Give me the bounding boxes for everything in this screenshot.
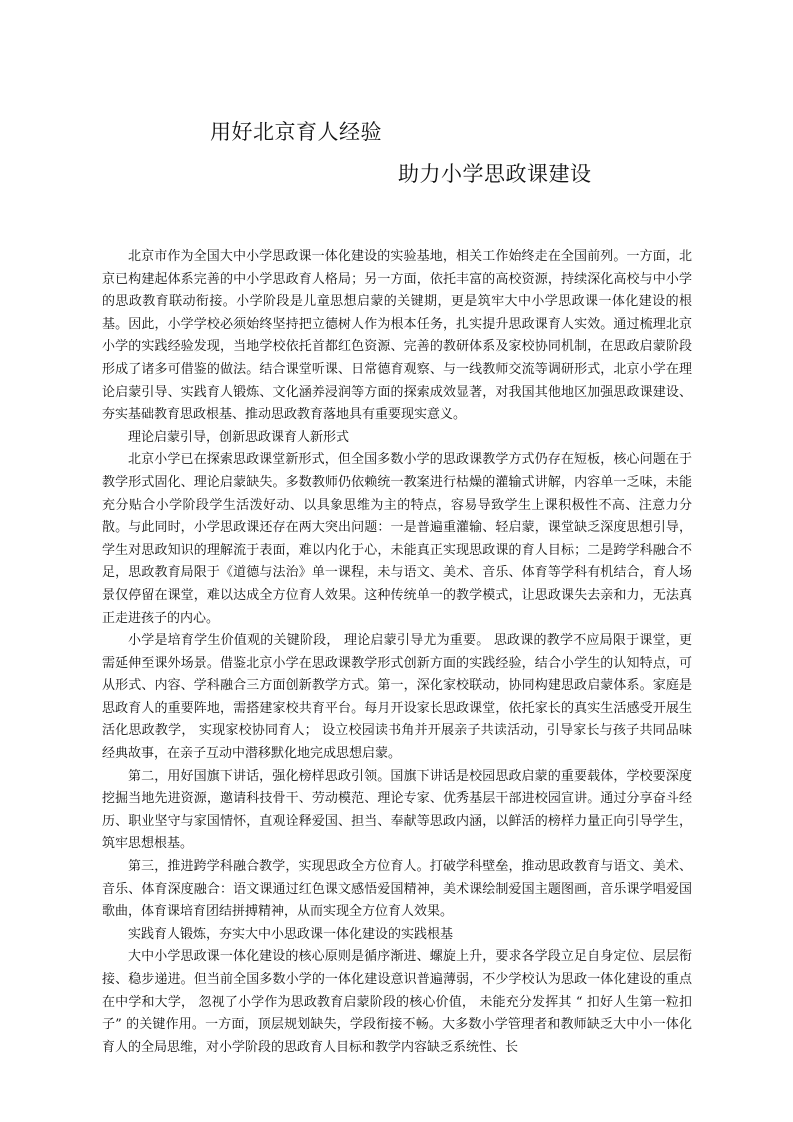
section-heading-theory: 理论启蒙引导，创新思政课育人新形式 [128, 429, 350, 445]
section-heading-practice: 实践育人锻炼，夯实大中小思政课一体化建设的实践根基 [128, 926, 454, 942]
document-title-line-2: 助力小学思政课建设 [398, 162, 592, 186]
body-paragraph: 北京小学已在探索思政课堂新形式，但全国多数小学的思政课教学方式仍存在短板，核心问题在于教学形式固化、理论启蒙缺失。多数教师仍依赖统一教案进行枯燥的灌输式讲解，内容单一乏味，未能充分贴合小学阶段学生活泼好动、以具象思维为主的特点，容易导致学生上课积极性不高、注意力分散。与此同时，小学思政课还存在两大突出问题：一是普遍重灌输、轻启蒙，课堂缺乏深度思想引导，学生对思政知识的理解流于表面，难以内化于心，未能真正实现思政课的育人目标；二是跨学科融合不足，思政教育局限于《道德与法治》单一课程，未与语文、美术、音乐、体育等学科有机结合，育人场景仅停留在课堂，难以达成全方位育人效果。这种传统单一的教学模式，让思政课失去亲和力，无法真正走进孩子的内心。 [102, 452, 692, 626]
intro-paragraph: 北京市作为全国大中小学思政课一体化建设的实验基地，相关工作始终走在全国前列。一方面，北京已构建起体系完善的中小学思政育人格局；另一方面，依托丰富的高校资源，持续深化高校与中小学的思政教育联动衔接。小学阶段是儿童思想启蒙的关键期，更是筑牢大中小学思政课一体化建设的根基。因此，小学学校必须始终坚持把立德树人作为根本任务，扎实提升思政课育人实效。通过梳理北京小学的实践经验发现，当地学校依托首都红色资源、完善的教研体系及家校协同机制，在思政启蒙阶段形成了诸多可借鉴的做法。结合课堂听课、日常德育观察、与一线教师交流等调研形式，北京小学在理论启蒙引导、实践育人锻炼、文化涵养浸润等方面的探索成效显著，对我国其他地区加强思政课建设、夯实基础教育思政根基、推动思政教育落地具有重要现实意义。 [102, 249, 692, 423]
body-paragraph: 大中小学思政课一体化建设的核心原则是循序渐进、螺旋上升，要求各学段立足自身定位、层层衔接、稳步递进。但当前全国多数小学的一体化建设意识普遍薄弱，不少学校认为思政一体化建设的重点在中学和大学， 忽视了小学作为思政教育启蒙阶段的核心价值， 未能充分发挥其 “ 扣好人生第一粒扣子” 的关键作用。一方面，顶层规划缺失，学段衔接不畅。大多数小学管理者和教师缺乏大中小一体化育人的全局思维，对小学阶段的思政育人目标和教学内容缺乏系统性、长 [102, 949, 692, 1055]
body-paragraph: 第三，推进跨学科融合教学，实现思政全方位育人。打破学科壁垒，推动思政教育与语文、美术、音乐、体育深度融合：语文课通过红色课文感悟爱国精神，美术课绘制爱国主题图画，音乐课学唱爱国歌曲，体育课培育团结拼搏精神，从而实现全方位育人效果。 [102, 859, 692, 920]
body-paragraph: 第二，用好国旗下讲话，强化榜样思政引领。国旗下讲话是校园思政启蒙的重要载体，学校要深度挖掘当地先进资源，邀请科技骨干、劳动模范、理论专家、优秀基层干部进校园宣讲。通过分享奋斗经历、职业坚守与家国情怀，直观诠释爱国、担当、奉献等思政内涵，以鲜活的榜样力量正向引导学生，筑牢思想根基。 [102, 768, 692, 852]
document-body [102, 246, 692, 1059]
body-paragraph: 小学是培育学生价值观的关键阶段， 理论启蒙引导尤为重要。 思政课的教学不应局限于课堂，更需延伸至课外场景。借鉴北京小学在思政课教学形式创新方面的实践经验，结合小学生的认知特点，可从形式、内容、学科融合三方面创新教学方式。第一，深化家校联动，协同构建思政启蒙体系。家庭是思政育人的重要阵地，需搭建家校共育平台。每月开设家长思政课堂，依托家长的真实生活感受开展生活化思政教学， 实现家校协同育人； 设立校园读书角并开展亲子共读活动，引导家长与孩子共同品味经典故事，在亲子互动中潜移默化地完成思想启蒙。 [102, 633, 692, 762]
document-title-line-1: 用好北京育人经验 [210, 120, 382, 144]
